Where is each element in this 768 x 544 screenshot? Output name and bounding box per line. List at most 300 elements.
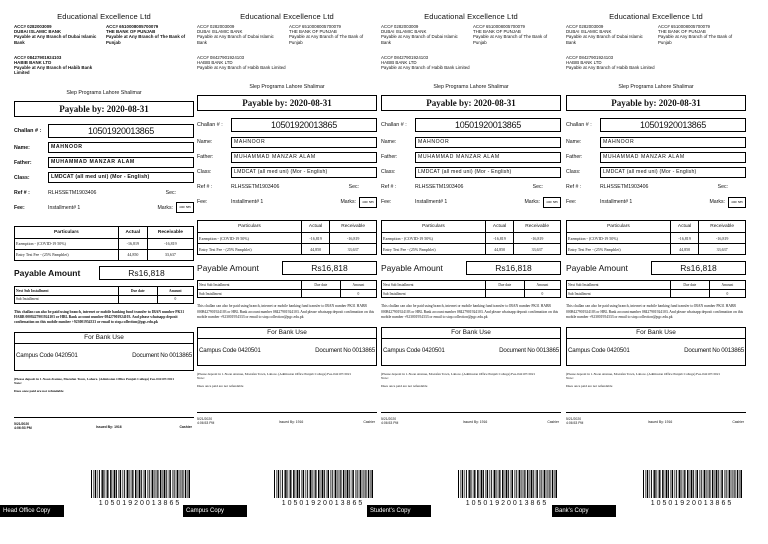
barcode-image — [90, 470, 190, 502]
barcode-bar — [110, 470, 112, 498]
barcode-bar — [99, 470, 100, 498]
sec-label: Sec: — [532, 184, 543, 191]
hbl-payable-note: Payable at Any Branch of Habib Bank Limited — [14, 65, 93, 76]
barcode-bar — [280, 470, 281, 498]
barcode-bar — [290, 470, 291, 498]
fee-value: Installment# 1 — [415, 199, 448, 206]
payable-by-date: Payable by: 2020-08-31 — [197, 95, 377, 111]
barcode-bar — [493, 470, 494, 498]
barcode-bar — [318, 470, 320, 498]
barcode-bar — [289, 470, 290, 498]
class-row — [381, 167, 561, 177]
barcode-bar — [278, 470, 280, 498]
due-date-header: Due date — [118, 286, 157, 295]
particulars-header: Particulars — [198, 221, 302, 233]
barcode-bar — [282, 470, 283, 498]
bop-acc-number: ACC# 6510008005700079 — [289, 24, 342, 29]
barcode-bar — [487, 470, 489, 498]
copy-label: Bank's Copy — [552, 505, 616, 517]
class-label: Class: — [14, 174, 30, 181]
barcode-bar — [460, 470, 461, 498]
barcode-bar — [315, 470, 316, 498]
barcode-bar — [464, 470, 465, 498]
dib-account — [197, 24, 285, 45]
barcode-bar — [284, 470, 285, 498]
hbl-acc-number: ACC# 08427901924103 — [14, 54, 62, 60]
barcode-bar — [681, 470, 682, 498]
father-row — [197, 152, 377, 162]
barcode-bar — [95, 470, 97, 498]
barcode-bar — [316, 470, 317, 498]
class-label: Class: — [566, 169, 581, 176]
note-label: Note: — [381, 375, 389, 380]
hbl-acc-number: ACC# 08427901924103 — [197, 54, 245, 60]
barcode-bar — [708, 470, 709, 498]
barcode-bar — [524, 470, 525, 498]
fee-row — [14, 203, 194, 213]
fee-value: Installment# 1 — [600, 199, 633, 206]
actual-header: Actual — [485, 221, 514, 233]
issued-by: Issued By: 1916 — [648, 420, 673, 425]
payment-note: This challan can also be paid using branch, internet or mobile banking fund transfer to IBAN number PK31 HABB 0008427901924103 or HBL Bank account number 08427901924103. And please whatsapp deposit confirmation on this mobile number +923001954333 or email to stop.collection@pgc.edu.pk — [566, 304, 744, 320]
campus-name: Slep Programs Lahore Shalimar — [618, 84, 694, 91]
amount-cell: 0 — [157, 295, 193, 303]
next-installment-header: Next Sub Installment — [382, 281, 486, 290]
fee-value: Installment# 1 — [48, 204, 81, 211]
barcode-bar — [366, 470, 367, 498]
name-label: Name: — [14, 144, 30, 151]
campus-code: Campus Code 0420501 — [16, 351, 78, 359]
barcode-bar — [106, 470, 107, 498]
fee-label: Fee: — [566, 199, 577, 206]
barcode-bar — [166, 470, 167, 498]
barcode-bar — [307, 470, 308, 498]
barcode-bar — [357, 470, 358, 498]
hbl-payable-note: Payable at Any Branch of Habib Bank Limited — [381, 65, 470, 71]
challan-number: 10501920013865 — [231, 118, 377, 132]
issue-date: 5/21/2020 — [197, 417, 213, 422]
due-date-header: Due date — [301, 281, 340, 290]
barcode-bar — [643, 470, 644, 498]
note-label: Note: — [197, 375, 205, 380]
barcode-bar — [285, 470, 287, 498]
fee-label: Fee: — [197, 199, 208, 206]
barcode-image — [642, 470, 742, 502]
barcode-bar — [330, 470, 331, 498]
hbl-bank-name: HABIB BANK LTD — [566, 60, 602, 66]
cashier-label: Cashier — [179, 425, 192, 430]
barcode-bar — [483, 470, 484, 498]
barcode-bar — [502, 470, 504, 498]
payable-amount-row — [381, 261, 561, 274]
barcode-bar — [101, 470, 102, 498]
bop-bank-name: THE BANK OF PUNJAB — [473, 29, 521, 35]
receivable-value: -16,819 — [699, 233, 746, 244]
particulars-table — [14, 226, 194, 261]
dib-acc-number: ACC# 0282003009 — [197, 24, 235, 29]
due-date-cell — [485, 290, 524, 298]
barcode-bar — [177, 470, 179, 498]
barcode-bar — [114, 470, 116, 498]
dib-acc-number: ACC# 0282003009 — [381, 24, 419, 29]
challan-row — [14, 124, 194, 138]
barcode-bar — [494, 470, 496, 498]
barcode-bar — [349, 470, 350, 498]
dib-payable-note: Payable at Any Branch of Dubai Islamic Bank — [566, 34, 643, 45]
father-name: MUHAMMAD MANZAR ALAM — [48, 157, 194, 168]
table-row — [567, 244, 746, 255]
installment-table — [14, 286, 194, 304]
barcode-bar — [735, 470, 736, 498]
barcode-bar — [147, 470, 148, 498]
student-name: MAHNOOR — [600, 137, 746, 148]
barcode-bar — [131, 470, 132, 498]
barcode-bar — [301, 470, 302, 498]
document-number: Document No 0013865 — [315, 346, 375, 354]
barcode-bar — [697, 470, 699, 498]
barcode-bar — [462, 470, 464, 498]
payment-note: This challan can also be paid using branch, internet or mobile banking fund transfer to IBAN number PK31 HABB 0008427901924103 or HBL Bank account number 08427901924103. And please whatsapp deposit confirmation on this mobile number +923001954333 or email to stop.collection@pgc.edu.pk — [197, 304, 375, 320]
barcode-bar — [151, 470, 152, 498]
name-row — [381, 137, 561, 147]
payable-by-date: Payable by: 2020-08-31 — [381, 95, 561, 111]
hbl-acc-number: ACC# 08427901924103 — [381, 54, 429, 60]
payable-amount-row — [197, 261, 377, 274]
student-name: MAHNOOR — [48, 142, 194, 153]
payable-amount-label: Payable Amount — [14, 268, 81, 279]
amount-header: Amount — [709, 281, 745, 290]
particulars-table — [197, 220, 377, 255]
challan-copy — [186, 0, 377, 544]
bop-payable-note: Payable at Any Branch of The Bank of Punjab — [473, 34, 548, 45]
amount-header: Amount — [157, 286, 193, 295]
barcode-bar — [292, 470, 293, 498]
barcode-bar — [535, 470, 536, 498]
class-value: LMDCAT (all med uni) (Mor - English) — [415, 167, 561, 178]
barcode-bar — [645, 470, 646, 498]
barcode-bar — [731, 470, 732, 498]
bop-account — [473, 24, 561, 45]
barcode-bar — [530, 470, 531, 498]
bop-bank-name: THE BANK OF PUNJAB — [658, 29, 706, 35]
barcode-bar — [474, 470, 475, 498]
bop-payable-note: Payable at Any Branch of The Bank of Punjab — [106, 34, 186, 45]
barcode-bar — [312, 470, 313, 498]
barcode-bar — [690, 470, 691, 498]
barcode-bar — [510, 470, 511, 498]
challan-number: 10501920013865 — [415, 118, 561, 132]
fee-label: Fee: — [14, 204, 25, 211]
barcode-bar — [685, 470, 686, 498]
hbl-bank-name: HABIB BANK LTD — [14, 60, 52, 66]
particular-label: Exemption - (COVID-19 50%) — [15, 238, 119, 249]
barcode-bar — [539, 470, 540, 498]
barcode-bar — [489, 470, 490, 498]
hbl-payable-note: Payable at Any Branch of Habib Bank Limited — [197, 65, 286, 71]
barcode-bar — [701, 470, 702, 498]
bop-account — [106, 24, 194, 45]
barcode-bar — [739, 470, 740, 498]
name-row — [197, 137, 377, 147]
challan-copy — [3, 0, 194, 544]
barcode-bar — [733, 470, 734, 498]
marks-value: 400/ 585 — [359, 197, 377, 208]
due-date-cell — [301, 290, 340, 298]
barcode-bar — [305, 470, 306, 498]
ref-value: RLHSSETM1903406 — [231, 184, 280, 191]
actual-value: 44,850 — [118, 249, 147, 260]
challan-number: 10501920013865 — [48, 124, 194, 138]
barcode-bar — [335, 470, 337, 498]
barcode-bar — [480, 470, 481, 498]
table-row — [15, 238, 194, 249]
barcode-bar — [276, 470, 277, 498]
table-row — [198, 290, 377, 298]
barcode-bar — [550, 470, 551, 498]
father-row — [381, 152, 561, 162]
ref-row — [566, 182, 746, 192]
bop-acc-number: ACC# 6510008005700079 — [106, 24, 159, 29]
actual-value: -16,819 — [118, 238, 147, 249]
refund-policy: Dues once paid are not refundable — [14, 389, 64, 394]
fee-label: Fee: — [381, 199, 392, 206]
barcode-bar — [187, 470, 188, 498]
receivable-value: -16,819 — [330, 233, 377, 244]
bank-use-box — [14, 332, 194, 371]
barcode-bar — [127, 470, 129, 498]
barcode-bar — [458, 470, 459, 498]
bank-use-title: For Bank Use — [382, 328, 560, 339]
dib-acc-number: ACC# 0282003009 — [566, 24, 604, 29]
barcode-bar — [704, 470, 706, 498]
barcode-bar — [477, 470, 479, 498]
bop-bank-name: THE BANK OF PUNJAB — [289, 29, 337, 35]
fee-row — [197, 197, 377, 207]
barcode-bar — [533, 470, 534, 498]
barcode-bar — [678, 470, 679, 498]
deposit-instruction: (Please deposit in 1-Noon Avenue, Mozafan Town, Lahore. (Admission Office Punjab College) Fee-042107/2021 — [197, 371, 352, 376]
dib-account — [381, 24, 469, 45]
barcode-bar — [334, 470, 335, 498]
actual-header: Actual — [670, 221, 699, 233]
bank-use-box — [197, 327, 377, 366]
issue-time: 4:06:53 PM — [381, 421, 399, 426]
dib-payable-note: Payable at Any Branch of Dubai Islamic Bank — [197, 34, 274, 45]
barcode-bar — [102, 470, 104, 498]
barcode-bar — [536, 470, 538, 498]
bop-account — [289, 24, 377, 45]
barcode-bar — [521, 470, 522, 498]
father-row — [566, 152, 746, 162]
campus-code: Campus Code 0420501 — [199, 346, 261, 354]
refund-policy: Dues once paid are not refundable — [197, 384, 244, 389]
barcode-bar — [126, 470, 127, 498]
barcode-bar — [709, 470, 710, 498]
name-row — [14, 143, 194, 153]
particular-label: Entry Test Fee - (25% Pamphlet) — [382, 244, 486, 255]
barcode-bar — [496, 470, 497, 498]
barcode-image — [273, 470, 373, 502]
issue-stub — [197, 412, 377, 457]
issue-date: 5/21/2020 — [14, 422, 30, 427]
barcode-bar — [656, 470, 657, 498]
sub-installment-cell: Sub Installment — [15, 295, 119, 303]
barcode-bar — [322, 470, 324, 498]
actual-header: Actual — [118, 226, 147, 238]
class-label: Class: — [381, 169, 396, 176]
barcode-bar — [721, 470, 723, 498]
barcode-bar — [651, 470, 652, 498]
barcode-bar — [181, 470, 182, 498]
cashier-label: Cashier — [547, 420, 559, 425]
barcode-bar — [174, 470, 175, 498]
particulars-header: Particulars — [15, 226, 119, 238]
table-row — [382, 290, 561, 298]
bop-acc-number: ACC# 6510008005700079 — [473, 24, 526, 29]
barcode-bar — [299, 470, 300, 498]
issue-date: 5/21/2020 — [381, 417, 397, 422]
bank-accounts — [14, 24, 194, 45]
barcode-bar — [139, 470, 141, 498]
receivable-value: -16,819 — [147, 238, 193, 249]
bank-accounts — [566, 24, 746, 45]
document-number: Document No 0013865 — [132, 351, 192, 359]
school-name: Educational Excellence Ltd — [424, 12, 518, 21]
class-row — [566, 167, 746, 177]
barcode-bar — [129, 470, 130, 498]
due-date-cell — [670, 290, 709, 298]
amount-header: Amount — [524, 281, 560, 290]
bop-payable-note: Payable at Any Branch of The Bank of Punjab — [289, 34, 364, 45]
receivable-value: -16,819 — [514, 233, 561, 244]
barcode-bar — [703, 470, 704, 498]
payable-amount-row — [566, 261, 746, 274]
barcode-bar — [141, 470, 142, 498]
barcode-bar — [172, 470, 173, 498]
payable-amount-label: Payable Amount — [566, 262, 628, 273]
dib-bank-name: DUBAI ISLAMIC BANK — [197, 29, 243, 35]
barcode-bar — [347, 470, 349, 498]
barcode-bar — [368, 470, 370, 498]
father-name: MUHAMMAD MANZAR ALAM — [231, 152, 377, 163]
receivable-header: Receivable — [147, 226, 193, 238]
barcode-bar — [179, 470, 180, 498]
barcode-bar — [518, 470, 519, 498]
barcode-bar — [274, 470, 275, 498]
ref-label: Ref # : — [566, 184, 582, 191]
barcode-number: 10501920013865 — [98, 500, 182, 507]
receivable-value: 33,637 — [514, 244, 561, 255]
barcode-number: 10501920013865 — [281, 500, 365, 507]
table-row — [567, 290, 746, 298]
deposit-instruction: (Please deposit in 1-Noon Avenue, Mozafan Town, Lahore. (Admission Office Punjab College) Fee-042107/2021 — [14, 376, 175, 381]
campus-name: Slep Programs Lahore Shalimar — [249, 84, 325, 91]
table-row — [567, 233, 746, 244]
class-value: LMDCAT (all med uni) (Mor - English) — [600, 167, 746, 178]
sub-installment-cell: Sub Installment — [567, 290, 671, 298]
class-label: Class: — [197, 169, 212, 176]
issued-by: Issued By: 1916 — [96, 425, 122, 430]
deposit-instruction: (Please deposit in 1-Noon Avenue, Mozafan Town, Lahore. (Admission Office Punjab College) Fee-042107/2021 — [566, 371, 721, 376]
bank-use-box — [566, 327, 746, 366]
barcode-bar — [158, 470, 159, 498]
sec-label: Sec: — [165, 189, 176, 196]
receivable-header: Receivable — [699, 221, 746, 233]
bank-use-title: For Bank Use — [15, 333, 193, 344]
barcode-bar — [365, 470, 366, 498]
barcode-bar — [541, 470, 542, 498]
table-row — [382, 233, 561, 244]
barcode-bar — [649, 470, 650, 498]
amount-header: Amount — [340, 281, 376, 290]
barcode-bar — [500, 470, 501, 498]
challan-label: Challan # : — [381, 122, 407, 129]
father-label: Father: — [14, 159, 32, 166]
particular-label: Exemption - (COVID-19 50%) — [198, 233, 302, 244]
receivable-value: 33,637 — [699, 244, 746, 255]
hbl-payable-note: Payable at Any Branch of Habib Bank Limited — [566, 65, 655, 71]
particulars-header: Particulars — [567, 221, 671, 233]
barcode-bar — [303, 470, 305, 498]
barcode-bar — [328, 470, 330, 498]
actual-value: 44,850 — [301, 244, 330, 255]
barcode-bar — [481, 470, 483, 498]
amount-cell: 0 — [709, 290, 745, 298]
dib-bank-name: DUBAI ISLAMIC BANK — [381, 29, 427, 35]
marks-value: 400/ 585 — [728, 197, 746, 208]
barcode-bar — [310, 470, 312, 498]
sec-label: Sec: — [348, 184, 359, 191]
particulars-table — [381, 220, 561, 255]
barcode-bar — [352, 470, 354, 498]
particular-label: Exemption - (COVID-19 50%) — [382, 233, 486, 244]
note-label: Note: — [14, 381, 22, 386]
barcode-bar — [476, 470, 477, 498]
particular-label: Exemption - (COVID-19 50%) — [567, 233, 671, 244]
barcode-bar — [554, 470, 555, 498]
bop-acc-number: ACC# 6510008005700079 — [658, 24, 711, 29]
payable-amount-value: Rs16,818 — [466, 261, 561, 275]
receivable-header: Receivable — [514, 221, 561, 233]
fee-row — [381, 197, 561, 207]
bank-use-title: For Bank Use — [567, 328, 745, 339]
barcode-bar — [506, 470, 508, 498]
bank-accounts — [381, 24, 561, 45]
barcode-bar — [715, 470, 716, 498]
barcode-bar — [512, 470, 514, 498]
refund-policy: Dues once paid are not refundable — [566, 384, 613, 389]
barcode-bar — [113, 470, 114, 498]
barcode-bar — [691, 470, 693, 498]
barcode-bar — [659, 470, 660, 498]
bank-accounts — [197, 24, 377, 45]
barcode-bar — [152, 470, 154, 498]
barcode-bar — [124, 470, 125, 498]
campus-name: Slep Programs Lahore Shalimar — [66, 89, 142, 96]
barcode-bar — [679, 470, 681, 498]
payment-note: This challan can also be paid using branch, internet or mobile banking fund transfer to IBAN number PK31 HABB 0008427901924103 or HBL Bank account number 08427901924103. And please whatsapp deposit confirmation on this mobile number +923001954333 or email to stop.collection@pgc.edu.pk — [381, 304, 559, 320]
barcode-bar — [672, 470, 674, 498]
installment-table — [566, 280, 746, 298]
copy-label: Campus Copy — [183, 505, 247, 517]
issue-time: 4:06:53 PM — [197, 421, 215, 426]
barcode-bar — [531, 470, 533, 498]
issued-by: Issued By: 1916 — [463, 420, 488, 425]
payable-amount-value: Rs16,818 — [651, 261, 746, 275]
barcode-bar — [120, 470, 122, 498]
barcode-bar — [683, 470, 684, 498]
dib-account — [566, 24, 654, 45]
